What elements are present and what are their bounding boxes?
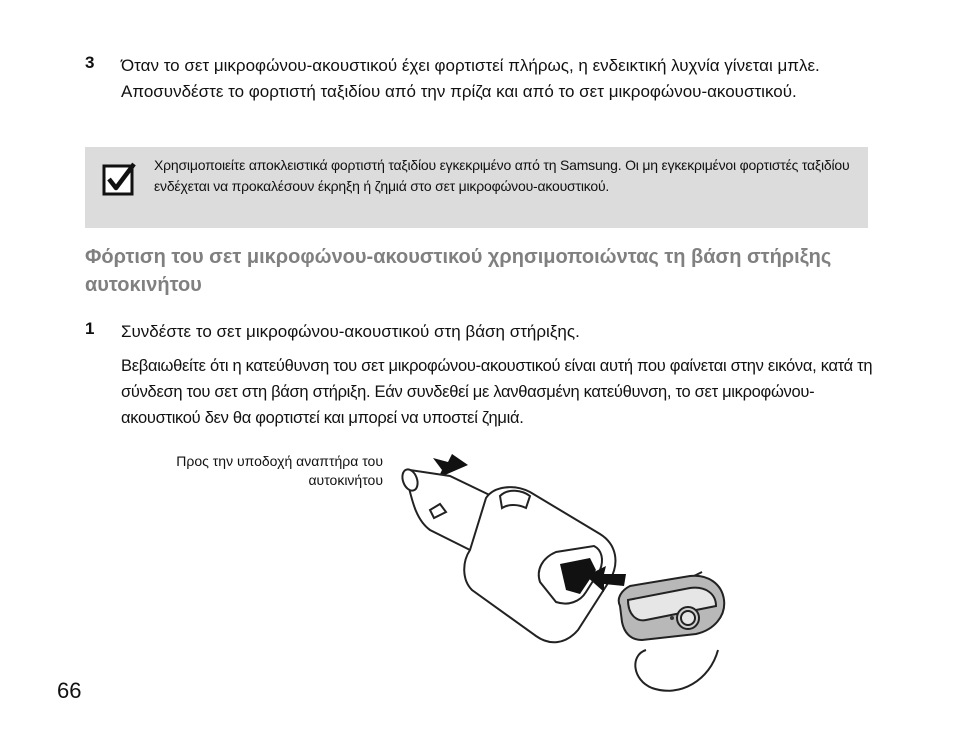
car-charger-body xyxy=(464,487,615,642)
note-text: Χρησιμοποιείτε αποκλειστικά φορτιστή ταξιδίου εγκεκριμένο από τη Samsung. Οι μη εγκεκριμένοι φορτιστές ταξιδίου ενδέχεται να προκαλέσουν έκρηξη ή ζημιά στο σετ μικροφώνου-ακουστικού. xyxy=(154,157,850,194)
figure-caption: Προς την υποδοχή αναπτήρα του αυτοκινήτου xyxy=(176,453,383,488)
step-number: 3 xyxy=(85,53,95,72)
step-text: Όταν το σετ μικροφώνου-ακουστικού έχει φορτιστεί πλήρως, η ενδεικτική λυχνία γίνεται μπλε. Αποσυνδέστε το φορτιστή ταξιδίου από την πρίζα και από το σετ μικροφώνου-ακουστικού. xyxy=(121,56,820,101)
checkbox-check-icon xyxy=(101,161,137,197)
step-text: Συνδέστε το σετ μικροφώνου-ακουστικού στη βάση στήριξης. xyxy=(121,322,580,341)
section-heading: Φόρτιση του σετ μικροφώνου-ακουστικού χρησιμοποιώντας τη βάση στήριξης αυτοκινήτου xyxy=(85,246,832,296)
note-box xyxy=(85,147,868,228)
step-detail-paragraph: Βεβαιωθείτε ότι η κατεύθυνση του σετ μικροφώνου-ακουστικού είναι αυτή που φαίνεται στην εικόνα, κατά τη σύνδεση του σετ στη βάση στήριξη. Εάν συνδεθεί με λανθασμένη κατεύθυνση, το σετ μικροφώνου-ακουστικού δεν θα φορτιστεί και μπορεί να υποστεί ζημιά. xyxy=(121,357,873,427)
page-number: 66 xyxy=(57,678,82,703)
car-charger-and-headset-illustration xyxy=(390,440,740,700)
headset xyxy=(619,572,724,691)
step-number: 1 xyxy=(85,319,95,338)
